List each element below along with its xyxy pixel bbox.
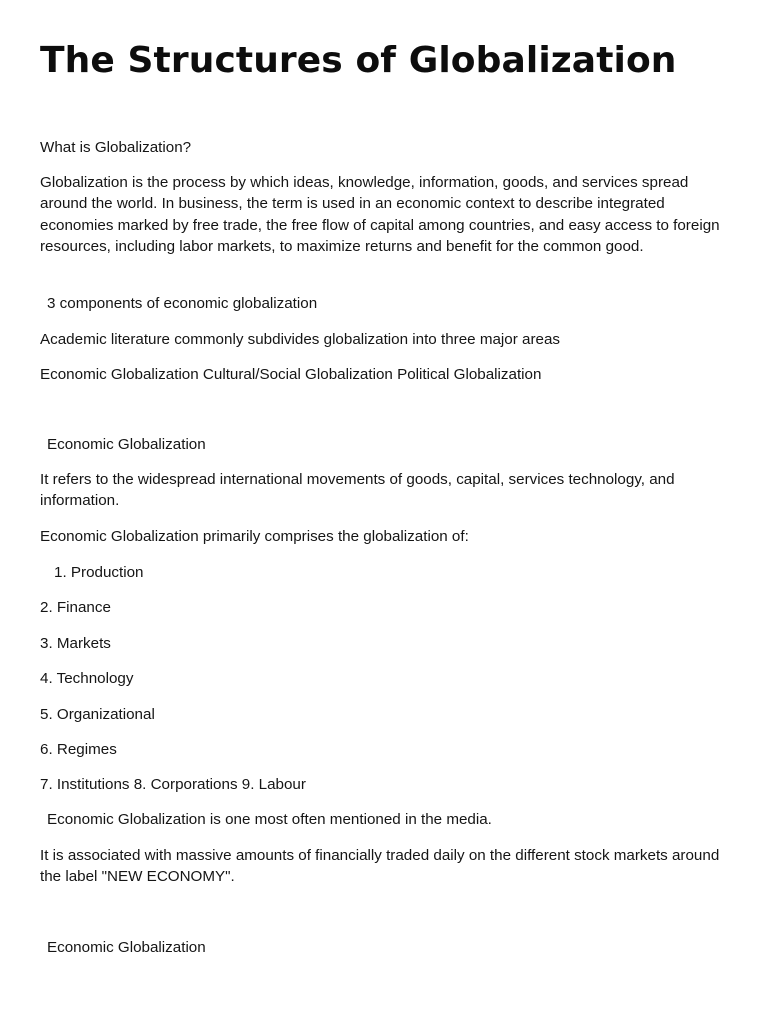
- economic-globalization-heading: Economic Globalization: [47, 436, 206, 453]
- page-title: The Structures of Globalization: [40, 40, 677, 81]
- associated-paragraph: It is associated with massive amounts of financially traded daily on the different stock markets around the label "NEW ECONOMY".: [40, 847, 720, 886]
- list-item-production: 1. Production: [54, 564, 144, 581]
- media-paragraph: Economic Globalization is one most often mentioned in the media.: [47, 811, 492, 828]
- components-heading: 3 components of economic globalization: [47, 295, 318, 312]
- list-item-technology: 4. Technology: [40, 670, 134, 687]
- economic-comprises-paragraph: Economic Globalization primarily comprises the globalization of:: [40, 528, 469, 545]
- economic-refers-paragraph: It refers to the widespread international movements of goods, capital, services technology, and information.: [40, 471, 675, 510]
- list-item-regimes: 6. Regimes: [40, 741, 117, 758]
- academic-paragraph: Academic literature commonly subdivides globalization into three major areas: [40, 331, 561, 348]
- definition-paragraph: Globalization is the process by which ideas, knowledge, information, goods, and services spread around the world. In business, the term is used in an economic context to describe integrated economies marked by free trade, the free flow of capital among countries, and easy access to foreign resources, including labor markets, to maximize returns and benefit for the common good.: [40, 174, 720, 255]
- list-item-organizational: 5. Organizational: [40, 706, 155, 723]
- list-item-markets: 3. Markets: [40, 635, 111, 652]
- areas-paragraph: Economic Globalization Cultural/Social Globalization Political Globalization: [40, 366, 542, 383]
- list-item-finance: 2. Finance: [40, 599, 111, 616]
- question-heading: What is Globalization?: [40, 139, 192, 156]
- economic-globalization-heading-2: Economic Globalization: [47, 939, 206, 956]
- list-item-institutions-corporations-labour: 7. Institutions 8. Corporations 9. Labour: [40, 776, 306, 793]
